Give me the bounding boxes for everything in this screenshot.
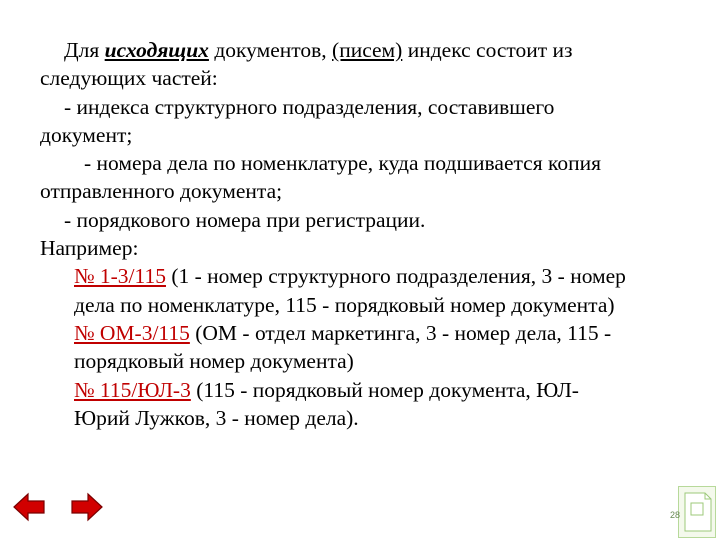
page-icon-graphic [679,487,715,537]
example-number: № 115/ЮЛ-3 [74,377,191,402]
text-run: Для [64,38,105,62]
underlined-word: (писем) [332,38,403,62]
next-slide-button[interactable] [70,492,104,522]
list-item: - порядкового номера при регистрации. [64,207,426,232]
example-text: (115 - порядковый номер документа, ЮЛ- [190,377,579,402]
page-icon [678,486,716,538]
example-line: дела по номенклатуре, 115 - порядковый номер документа) [74,292,615,317]
slide-text [40,36,690,432]
example-number: № 1-3/115 [74,264,166,289]
arrow-left-icon [12,492,46,522]
example-line: порядковый номер документа) [74,349,354,374]
list-item: - индекса структурного подразделения, составившего [64,94,555,119]
example-number: № ОМ-3/115 [74,320,190,345]
text-run: документов, [208,38,333,62]
example-line [40,262,690,290]
paragraph-line: документ; [40,122,133,147]
example-text: (1 - номер структурного подразделения, 3 - номер [165,264,626,289]
paragraph-line: следующих частей: [40,66,218,91]
example-heading: Например: [40,236,139,261]
emphasized-word: исходящих [104,38,209,62]
example-line: Юрий Лужков, 3 - номер дела). [74,405,359,430]
text-run: индекс состоит из [402,38,573,62]
paragraph-line: отправленного документа; [40,179,283,204]
example-text: (ОМ - отдел маркетинга, 3 - номер дела, 115 - [189,320,612,345]
arrow-right-icon [70,492,104,522]
list-item: - номера дела по номенклатуре, куда подшивается копия [84,151,601,176]
page-number: 28 [669,510,680,520]
example-line [40,376,690,404]
paragraph-line [40,36,690,64]
example-line [40,319,690,347]
prev-slide-button[interactable] [12,492,46,522]
